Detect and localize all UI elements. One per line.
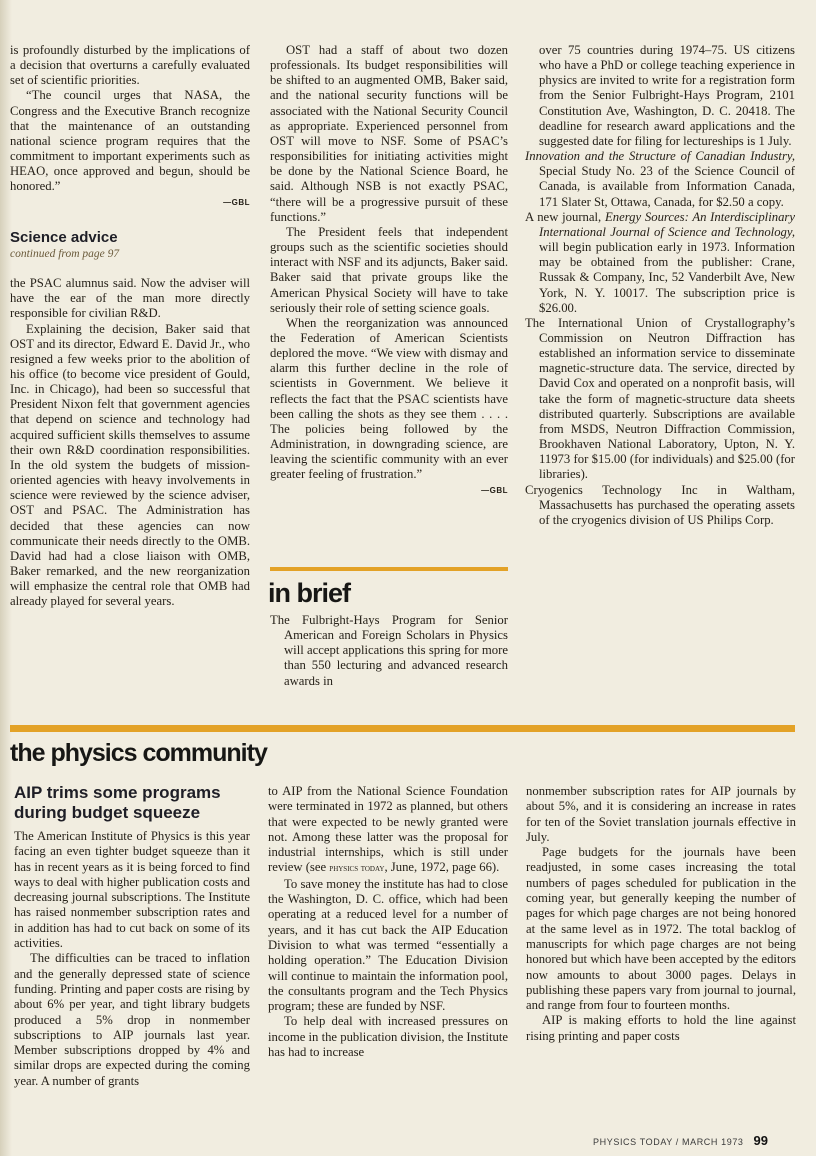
article-headline-aip: AIP trims some programs during budget squeeze bbox=[14, 783, 221, 822]
aip-paragraph: To help deal with increased pressures on income in the publication division, the Institute has had to increase bbox=[268, 1014, 508, 1060]
author-signature: —GBL bbox=[481, 485, 508, 495]
community-rule bbox=[10, 725, 795, 732]
continued-from-note: continued from page 97 bbox=[10, 247, 120, 260]
section-title-physics-community: the physics community bbox=[10, 739, 267, 767]
aip-paragraph: nonmember subscription rates for AIP journals by about 5%, and it is considering an increase in rates for ten of the Soviet translation journals effective in July. bbox=[526, 784, 796, 844]
aip-paragraph: To save money the institute has had to close the Washington, D. C. office, which had been operating at a reduced level for a number of years, and it has cut back the AIP Education Division to what was termed “essentially a holding operation.” The Education Division will continue to maintain the information pool, the consultants program and the Tech Physics program; these are funded by NSF. bbox=[268, 876, 508, 1014]
running-title: PHYSICS TODAY / MARCH 1973 bbox=[593, 1137, 744, 1147]
in-brief-title: in brief bbox=[268, 578, 351, 608]
aip-paragraph: The difficulties can be traced to inflation and the generally depressed state of science funding. Printing and paper costs are rising by about 6% per year, and tight library budgets produced a 5% drop in nonmember subscriptions to AIP journals last year. Member subscriptions dropped by 4% and similar drops are expected during the coming year. A number of grants bbox=[14, 951, 250, 1088]
brief-item-fulbright-cont: over 75 countries during 1974–75. US citizens who have a PhD or college teaching experience in physics are invited to write for a registration form from the Senior Fulbright-Hays Program, 2101 Constitution Ave, Washington, D. C. 20418. The deadline for research award applications and the suggested date for filing for lectureships is 1 July. bbox=[539, 43, 795, 148]
in-brief-column-2 bbox=[270, 613, 508, 689]
science-advice-paragraph: When the reorganization was announced the Federation of American Scientists deplored the move. “We view with dismay and alarm this further decline in the role of scientists in Government. We believe it reflects the fact that the PSAC scientists have been calling the shots as they see them . . . . The policies being followed by the Administration, in downgrading science, are leaving the scientific community with an ever greater feeling of frustration.” bbox=[270, 315, 508, 482]
aip-paragraph: The American Institute of Physics is this year facing an even tighter budget squeeze than it has in recent years as it is being forced to find ways to deal with higher publication costs and decreasing journal subscriptions. The Institute has raised nonmember subscription rates and in addition has had to cut back on some of its activities. bbox=[14, 829, 250, 951]
brief-item-iucr: The International Union of Crystallography’s Commission on Neutron Diffraction has established an information service to disseminate magnetic-structure data. The service, directed by David Cox and operated on a nonprofit basis, will take the form of magnetic-structure data sheets distributed quarterly. Subscriptions are available from MSDS, Neutron Diffraction Commission, Brookhaven National Laboratory, Upton, N. Y. 11973 for $15.00 (for individuals) and $25.00 (for libraries). bbox=[525, 315, 795, 482]
science-advice-paragraph: OST had a staff of about two dozen professionals. Its budget responsibilities will be shifted to an augmented OMB, Baker said, and the national security functions will be associated with the National Security Council as appropriate. Experienced personnel from OST will move to NSF. Some of PSAC’s responsibilities for initiating activities might be done by the National Science Board, he said. Although NSB is not exactly PSAC, “there will be a progressive pursuit of these functions.” bbox=[270, 43, 508, 224]
journal-reference: physics today bbox=[329, 863, 385, 875]
aip-column-2 bbox=[268, 784, 508, 1060]
aip-column-3 bbox=[526, 784, 796, 1044]
hlb-paragraph: “The council urges that NASA, the Congress and the Executive Branch recognize that the maintenance of an outstanding national science program requires that the commitment to important experiments such as HEAO, once approved and begun, should be honored.” bbox=[10, 88, 250, 194]
aip-paragraph: AIP is making efforts to hold the line against rising printing and paper costs bbox=[526, 1013, 796, 1043]
brief-item-cryogenics: Cryogenics Technology Inc in Waltham, Massachusetts has purchased the operating assets of the cryogenics division of US Philips Corp. bbox=[525, 482, 795, 527]
report-title: Innovation and the Structure of Canadian Industry, bbox=[525, 149, 795, 164]
brief-item-innovation: Innovation and the Structure of Canadian Industry, Special Study No. 23 of the Science Council of Canada, is available from Information Canada, 171 Slater St, Ottawa, Canada, for $2.50 a copy. bbox=[525, 149, 795, 209]
page-number: 99 bbox=[753, 1133, 768, 1148]
in-brief-column-3 bbox=[525, 43, 795, 528]
science-advice-paragraph: Explaining the decision, Baker said that OST and its director, Edward E. David Jr., who resigned a few weeks prior to the abolition of his office (to become vice president of Gould, Inc. in Chicago), had been so successful that President Nixon felt that government agencies that depend on science and technology had acquired sufficient skills themselves to assume their own R&D coordination responsibilities. In the old system the budgets of mission-oriented agencies with heavy involvements in science were reviewed by the science adviser, OST and PSAC. The Administration has decided that these agencies can now communicate their needs directly to the OMB. David had had a close liaison with OMB, Baker remarked, and the new reorganization will emphasize the central role that OMB had already played for several years. bbox=[10, 321, 250, 609]
aip-paragraph: to AIP from the National Science Foundation were terminated in 1972 as planned, but others that were expected to be newly granted were not. Among these latter was the proposal for industrial internships, which is still under review (see physics today, June, 1972, page 66). bbox=[268, 784, 508, 875]
science-advice-paragraph: the PSAC alumnus said. Now the adviser will have the ear of the man more directly responsible for civilian R&D. bbox=[10, 276, 250, 321]
top-column-1 bbox=[10, 43, 250, 609]
top-column-2 bbox=[270, 43, 508, 498]
hlb-paragraph: is profoundly disturbed by the implications of a decision that overturns a carefully evaluated set of scientific priorities. bbox=[10, 43, 250, 88]
section-heading-science-advice: Science advice bbox=[10, 228, 118, 246]
brief-item-journal: A new journal, Energy Sources: An Interdisciplinary International Journal of Science and Technology, will begin publication early in 1973. Information may be obtained from the publisher: Crane, Russak & Company, Inc, 52 Vanderbilt Ave, New York, N. Y. 10017. The subscription price is $26.00. bbox=[525, 209, 795, 315]
author-signature: —GBL bbox=[223, 197, 250, 207]
page-footer bbox=[593, 1133, 768, 1148]
aip-column-1 bbox=[14, 829, 250, 1089]
aip-paragraph: Page budgets for the journals have been readjusted, in some cases increasing the total numbers of pages scheduled for publication in the coming year, but generally keeping the number of pages for which page charges are not being honored at the same level as in 1972. The total backlog of manuscripts for which page charges are not being honored but which have been accepted by the editors now amounts to about 3000 pages. Delays in publishing these papers vary from journal to journal, and range from four to fourteen months. bbox=[526, 845, 796, 1013]
brief-item-fulbright: The Fulbright-Hays Program for Senior American and Foreign Scholars in Physics will accept applications this spring for more than 550 lecturing and advanced research awards in bbox=[270, 613, 508, 688]
science-advice-paragraph: The President feels that independent groups such as the scientific societies should interact with NSF and its adjuncts, Baker said. Baker said that private groups like the American Physical Society will have to take seriously their role of setting science goals. bbox=[270, 224, 508, 315]
in-brief-rule bbox=[270, 567, 508, 571]
journal-title: Energy Sources: An Interdisciplinary International Journal of Science and Technology, bbox=[539, 209, 795, 239]
